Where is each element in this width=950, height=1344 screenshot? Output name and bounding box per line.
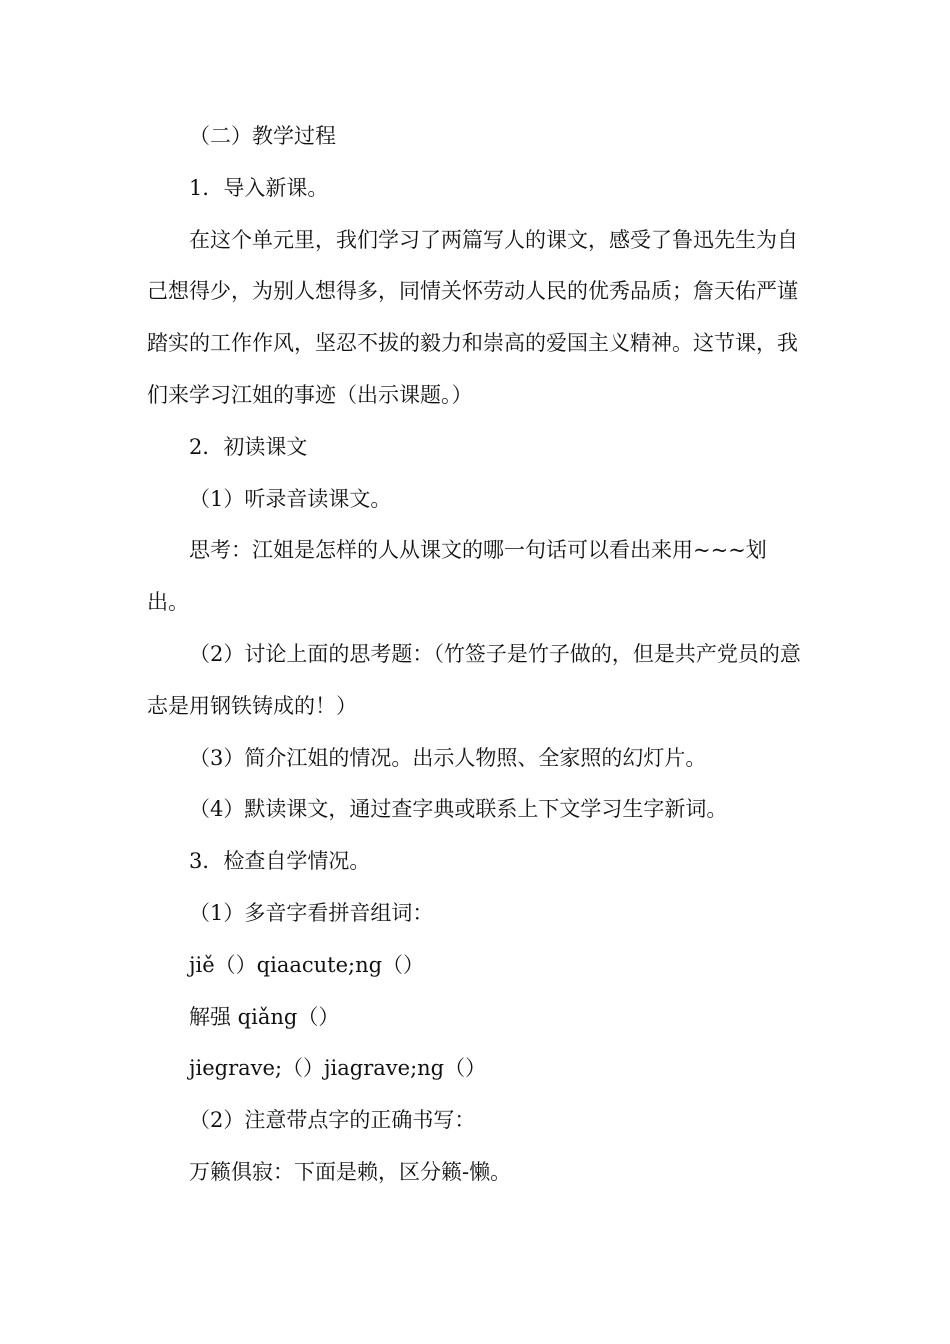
substep-listen: （1）听录音读课文。 (189, 486, 392, 511)
step-heading-3: 3．检查自学情况。 (189, 849, 371, 874)
substep-discuss: （2）讨论上面的思考题：（竹签子是竹子做的，但是共产党员的意志是用钢铁铸成的！） (147, 641, 801, 718)
document-body (147, 111, 807, 1199)
step-heading-1: 1．导入新课。 (189, 175, 329, 200)
intro-paragraph: 在这个单元里，我们学习了两篇写人的课文，感受了鲁迅先生为自己想得少，为别人想得多，同情关怀劳动人民的优秀品质；詹天佑严谨踏实的工作作风，坚忍不拔的毅力和崇高的爱国主义精神。这节课，我们来学习江姐的事迹（出示课题。） (147, 227, 798, 407)
section-heading: （二）教学过程 (189, 124, 336, 148)
step-heading-2: 2．初读课文 (189, 434, 308, 459)
substep-introduce: （3）简介江姐的情况。出示人物照、全家照的幻灯片。 (189, 745, 707, 770)
substep-polyphonic: （1）多音字看拼音组词： (189, 900, 434, 925)
pinyin-line-2: 解强 qiǎng（） (189, 1004, 340, 1029)
writing-note: 万籁俱寂：下面是赖，区分籁-懒。 (189, 1159, 512, 1184)
substep-writing: （2）注意带点字的正确书写： (189, 1108, 476, 1133)
pinyin-line-1: jiě（）qiaacute;ng（） (189, 952, 425, 977)
thinking-question: 思考：江姐是怎样的人从课文的哪一句话可以看出来用~~~划出。 (147, 538, 767, 615)
pinyin-line-3: jiegrave;（）jiagrave;ng（） (189, 1056, 487, 1081)
substep-silent-read: （4）默读课文，通过查字典或联系上下文学习生字新词。 (189, 797, 728, 822)
